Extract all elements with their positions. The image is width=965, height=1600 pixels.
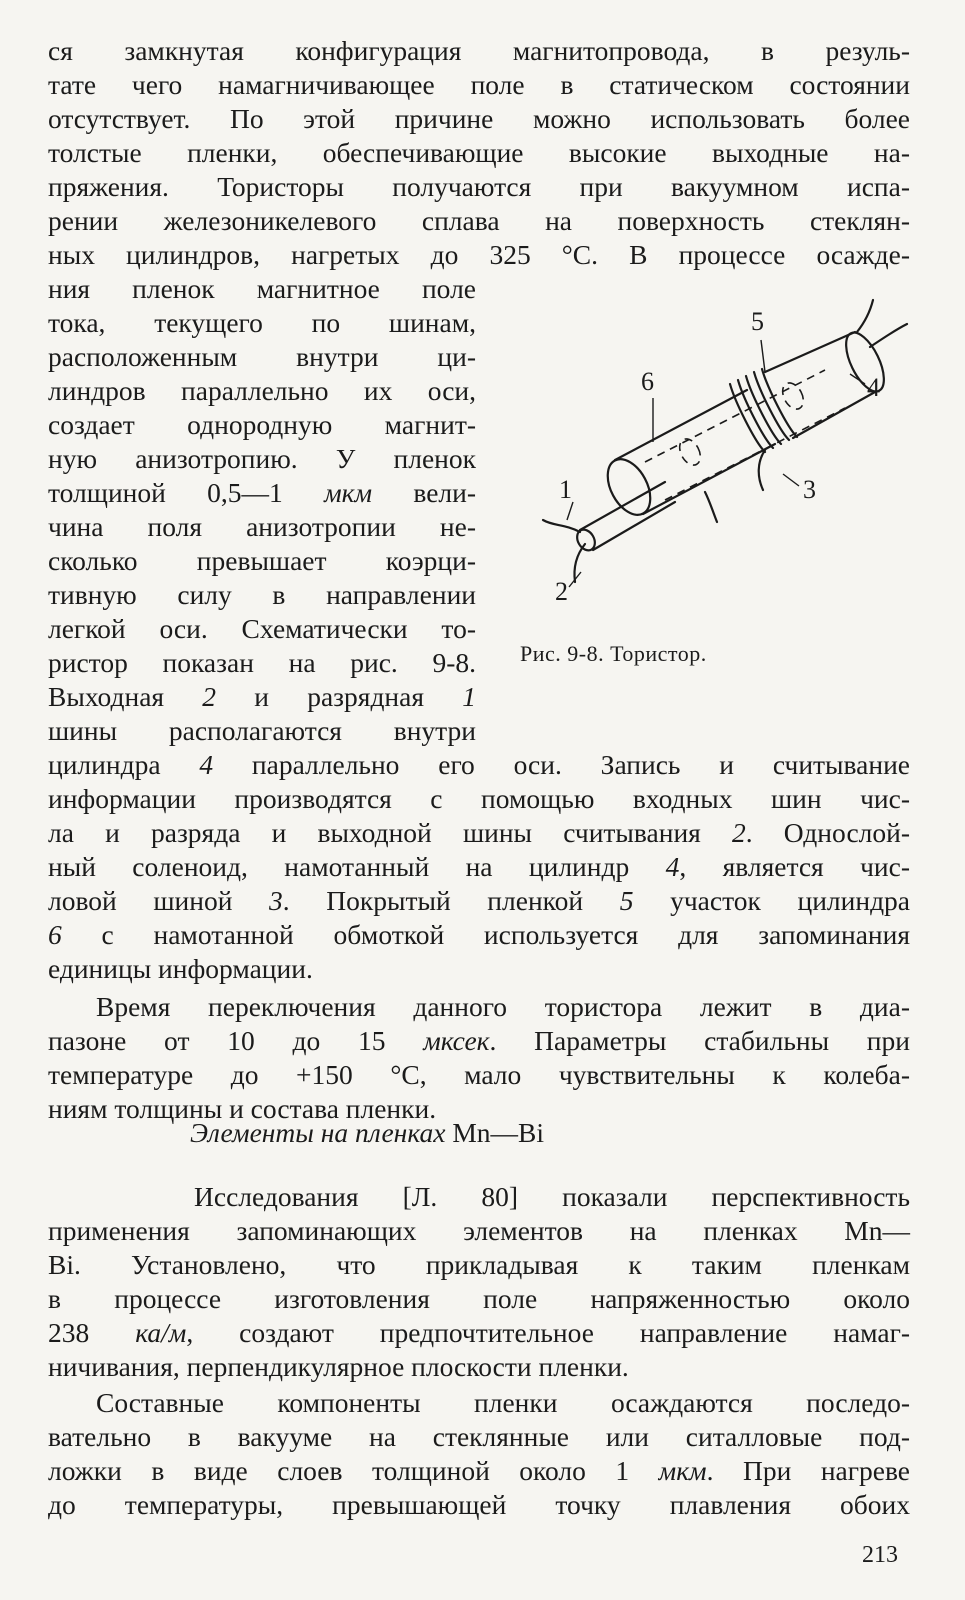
text-line: Составные компоненты пленки осаждаются последо- (96, 1387, 910, 1418)
text-line: информации производятся с помощью входных шин чис- (48, 783, 910, 814)
text-line: пазоне от 10 до 15 мксек. Параметры стабильны при (48, 1025, 910, 1056)
text-line: ния пленок магнитное поле (48, 273, 476, 304)
text-line: ничивания, перпендикулярное плоскости пленки. (48, 1351, 629, 1382)
text-line: пряжения. Тористоры получаются при вакуумном испа- (48, 171, 910, 202)
toristor-figure (525, 292, 925, 612)
text-line: 6 с намотанной обмоткой используется для запоминания (48, 919, 910, 950)
text-line: ловой шиной 3. Покрытый пленкой 5 участок цилиндра (48, 885, 911, 916)
figure-label-5: 5 (751, 307, 764, 336)
text-line: сколько превышает коэрци- (48, 545, 476, 576)
text-line: Время переключения данного тористора лежит в диа- (96, 991, 910, 1022)
text-line: ристор показан на рис. 9-8. (48, 647, 476, 678)
text-line: в процессе изготовления поле напряженностью около (48, 1283, 910, 1314)
text-line: ную анизотропию. У пленок (48, 443, 476, 474)
figure-label-6: 6 (641, 367, 654, 396)
text-line: тате чего намагничивающее поле в статическом состоянии (48, 69, 910, 100)
text-line: единицы информации. (48, 953, 313, 984)
text-line: тока, текущего по шинам, (48, 307, 476, 338)
figure-label-4: 4 (867, 373, 880, 402)
page-number: 213 (862, 1542, 898, 1568)
text-line: вательно в вакууме на стеклянные или ситалловые под- (48, 1421, 910, 1452)
figure-caption: Рис. 9-8. Тористор. (520, 641, 707, 666)
text-line: ный соленоид, намотанный на цилиндр 4, является чис- (48, 851, 911, 882)
text-line: применения запоминающих элементов на пленках Mn— (48, 1215, 910, 1246)
text-line: отсутствует. По этой причине можно использовать более (48, 103, 910, 134)
text-line: толщиной 0,5—1 мкм вели- (48, 477, 476, 508)
text-line: тивную силу в направлении (48, 579, 476, 610)
text-line: шины располагаются внутри (48, 715, 476, 746)
text-line: линдров параллельно их оси, (48, 375, 476, 406)
text-line: расположенным внутри ци- (48, 341, 476, 372)
figure-label-2: 2 (555, 577, 568, 606)
section-heading: Элементы на пленках Mn—Bi (190, 1117, 545, 1148)
text-line: до температуры, превышающей точку плавления обоих (48, 1489, 910, 1520)
text-line: ложки в виде слоев толщиной около 1 мкм. При нагреве (48, 1455, 911, 1486)
text-line: ся замкнутая конфигурация магнитопровода, в резуль- (48, 35, 910, 66)
text-line: Выходная 2 и разрядная 1 (48, 681, 476, 712)
text-line: толстые пленки, обеспечивающие высокие выходные на- (48, 137, 910, 168)
text-line: ных цилиндров, нагретых до 325 °С. В процессе осажде- (48, 239, 910, 270)
text-line: цилиндра 4 параллельно его оси. Запись и считывание (48, 749, 910, 780)
text-line: ниям толщины и состава пленки. (48, 1093, 437, 1124)
text-line: рении железоникелевого сплава на поверхность стеклян- (48, 205, 910, 236)
figure-label-1: 1 (559, 475, 572, 504)
text-line: Исследования [Л. 80] показали перспективность (194, 1181, 910, 1212)
text-line: температуре до +150 °С, мало чувствительны к колеба- (48, 1059, 910, 1090)
text-line: Bi. Установлено, что прикладывая к таким пленкам (48, 1249, 910, 1280)
text-line: чина поля анизотропии не- (48, 511, 476, 542)
text-line: ла и разряда и выходной шины считывания 2. Однослой- (48, 817, 910, 848)
figure-label-3: 3 (803, 475, 816, 504)
text-line: создает однородную магнит- (48, 409, 476, 440)
text-line: 238 ка/м, создают предпочтительное направление намаг- (48, 1317, 911, 1348)
text-line: легкой оси. Схематически то- (48, 613, 476, 644)
